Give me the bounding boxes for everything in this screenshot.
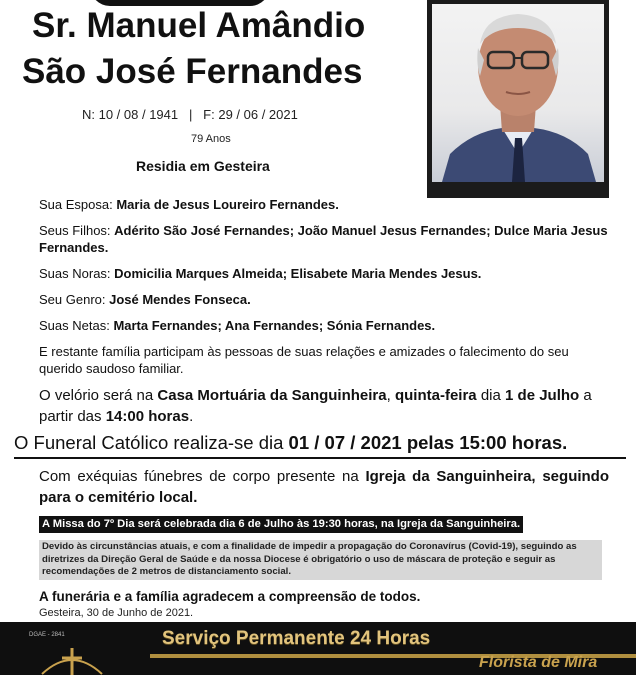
wake-day: quinta-feira xyxy=(394,387,477,404)
age: 79 Anos xyxy=(191,133,231,145)
birth-death-dates: N: 10 / 08 / 1941 | F: 29 / 06 / 2021 xyxy=(82,107,298,122)
license-number: DGAE - 2841 xyxy=(29,632,65,638)
wake-date: 1 de Julho xyxy=(505,387,580,404)
place-date: Gesteira, 30 de Junho de 2021. xyxy=(39,607,194,619)
family-value: Adérito São José Fernandes; João Manuel Jesus Fernandes; Dulce Maria Jesus Fernandes. xyxy=(39,223,608,255)
family-label: Suas Netas: xyxy=(39,318,114,333)
family-value: Domicilia Marques Almeida; Elisabete Maria Mendes Jesus. xyxy=(114,266,482,281)
wake-place: Casa Mortuária da Sanguinheira xyxy=(157,387,387,404)
wake-announcement xyxy=(39,385,614,427)
deceased-name-line2: São José Fernandes xyxy=(22,52,363,91)
family-value: Marta Fernandes; Ana Fernandes; Sónia Fernandes. xyxy=(113,318,436,333)
residence: Residia em Gesteira xyxy=(136,158,270,174)
seventh-day-mass-notice: A Missa do 7º Dia será celebrada dia 6 de Julho às 19:30 horas, na Igreja da Sanguinheira. xyxy=(39,516,523,533)
wake-text: , xyxy=(386,387,395,404)
family-label: Sua Esposa: xyxy=(39,197,117,212)
florist-name: Florista de Mira xyxy=(479,654,598,671)
exequies-text: Com exéquias fúnebres de corpo presente na xyxy=(39,468,366,485)
family-spouse xyxy=(39,196,609,213)
funeral-announcement xyxy=(14,432,626,459)
family-granddaughters xyxy=(39,317,609,334)
portrait-photo xyxy=(432,4,604,182)
funeral-date: 01 / 07 / 2021 xyxy=(288,432,402,453)
funeral-time: pelas 15:00 horas. xyxy=(406,432,568,453)
funeral-home-logo-icon xyxy=(38,640,106,675)
family-children xyxy=(39,222,609,256)
portrait-illustration xyxy=(432,4,604,182)
family-label: Seus Filhos: xyxy=(39,223,115,238)
family-son-in-law xyxy=(39,291,609,308)
thanks-text: A funerária e a família agradecem a compreensão de todos. xyxy=(39,589,421,604)
exequies-rest: seguindo para o cemitério local. xyxy=(39,468,610,506)
wake-text: O velório será na xyxy=(39,387,158,404)
permanent-service-banner: Serviço Permanente 24 Horas xyxy=(162,628,431,649)
exequies-church: Igreja da Sanguinheira, xyxy=(365,468,536,485)
funeral-text: O Funeral Católico realiza-se dia xyxy=(14,432,289,453)
wake-text: a partir das xyxy=(39,387,592,425)
family-value: José Mendes Fonseca. xyxy=(109,292,251,307)
exequies-announcement xyxy=(39,466,609,508)
wake-text: . xyxy=(189,408,194,425)
deceased-name-line1: Sr. Manuel Amândio xyxy=(32,6,366,45)
family-daughters-in-law xyxy=(39,265,609,282)
covid-notice: Devido às circunstâncias atuais, e com a finalidade de impedir a propagação do Coronavírus (Covid-19), seguindo as diretrizes da Direção Geral de Saúde e da nossa Diocese é obrigatório o uso de máscara de proteção e seguir as recomendações de 2 metros de distanciamento social. xyxy=(39,540,602,580)
portrait-frame xyxy=(427,0,609,198)
remaining-family-text: E restante família participam às pessoas de suas relações e amizades o falecimento do seu querido saudoso familiar. xyxy=(39,344,569,376)
wake-time: 14:00 horas xyxy=(105,408,190,425)
family-value: Maria de Jesus Loureiro Fernandes. xyxy=(116,197,339,212)
family-label: Seu Genro: xyxy=(39,292,110,307)
wake-text: dia xyxy=(476,387,506,404)
family-label: Suas Noras: xyxy=(39,266,115,281)
